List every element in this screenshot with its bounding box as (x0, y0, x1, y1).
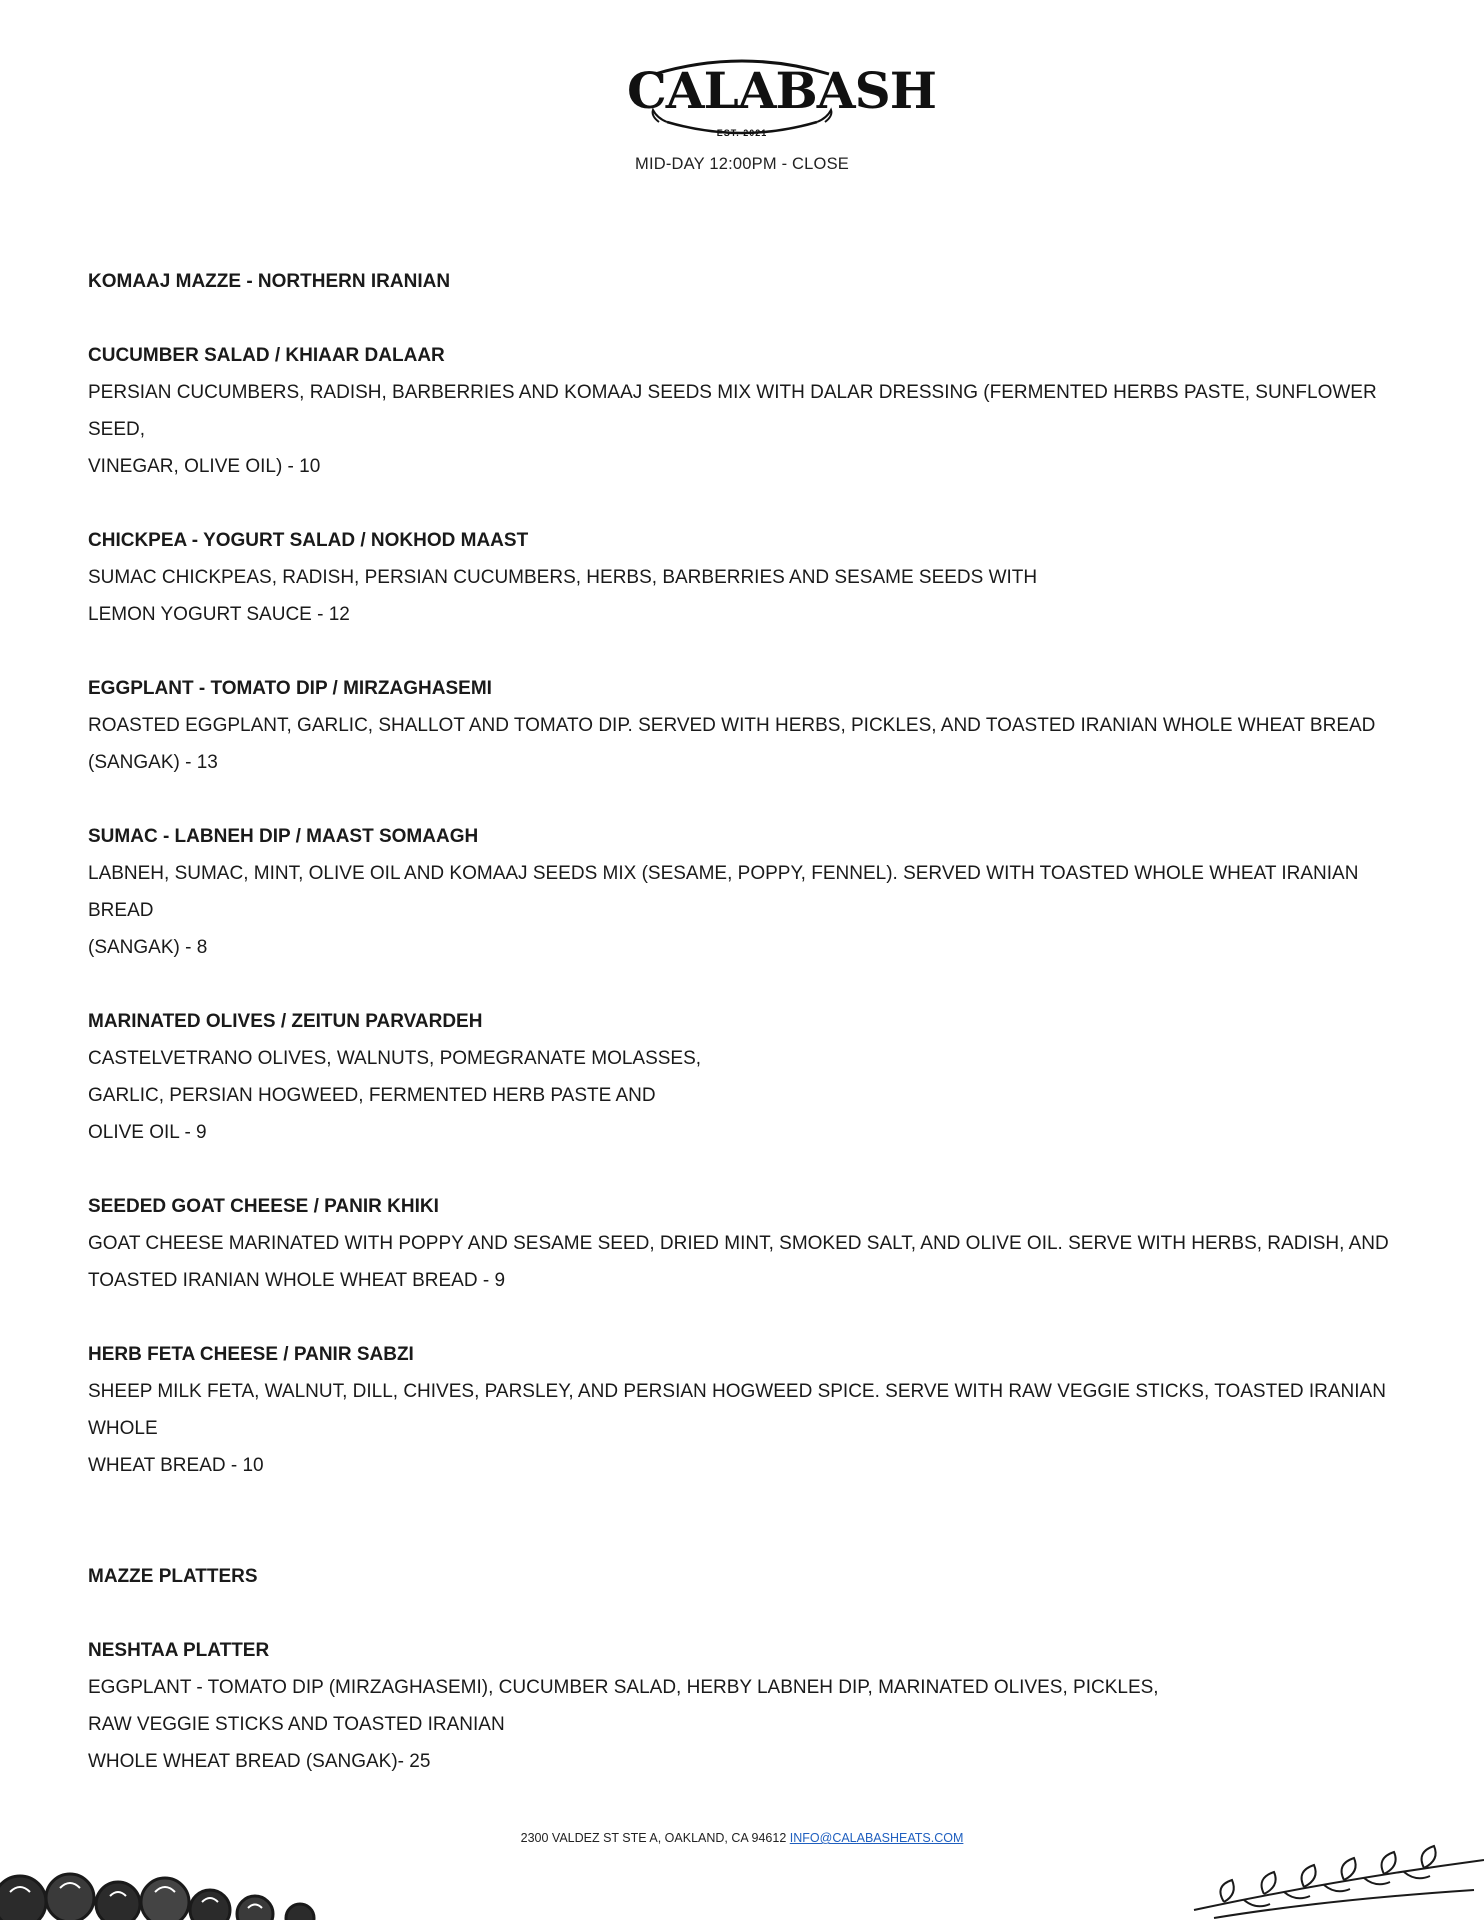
item-name: SEEDED GOAT CHEESE / PANIR KHIKI (88, 1196, 439, 1217)
logo-wordmark: CALABASH (627, 61, 936, 120)
menu-item (88, 1003, 1418, 1151)
menu-item (88, 1188, 1418, 1299)
item-description: GOAT CHEESE MARINATED WITH POPPY AND SESAME SEED, DRIED MINT, SMOKED SALT, AND OLIVE OIL. SERVE WITH HERBS, RADISH, AND TOASTED IRANIAN WHOLE WHEAT BREAD - 9 (88, 1233, 1389, 1291)
menu-header (0, 52, 1484, 174)
herb-sprig-illustration-icon (1184, 1840, 1484, 1920)
item-name: NESHTAA PLATTER (88, 1640, 270, 1661)
item-description: EGGPLANT - TOMATO DIP (MIRZAGHASEMI), CUCUMBER SALAD, HERBY LABNEH DIP, MARINATED OLIVES, PICKLES, RAW VEGGIE STICKS AND TOASTED IRANIAN WHOLE WHEAT BREAD (SANGAK)- 25 (88, 1677, 1159, 1772)
calabash-logo (627, 52, 936, 144)
service-hours: MID-DAY 12:00PM - CLOSE (635, 155, 849, 173)
menu-item (88, 1632, 1418, 1780)
item-description: CASTELVETRANO OLIVES, WALNUTS, POMEGRANATE MOLASSES, GARLIC, PERSIAN HOGWEED, FERMENTED HERB PASTE AND OLIVE OIL - 9 (88, 1048, 702, 1143)
section-title: MAZZE PLATTERS (88, 1566, 258, 1587)
item-name: SUMAC - LABNEH DIP / MAAST SOMAAGH (88, 826, 479, 847)
logo-established: EST. 2021 (716, 128, 768, 138)
section-title: KOMAAJ MAZZE - NORTHERN IRANIAN (88, 271, 451, 292)
menu-item (88, 818, 1418, 966)
item-description: SUMAC CHICKPEAS, RADISH, PERSIAN CUCUMBERS, HERBS, BARBERRIES AND SESAME SEEDS WITH LEMON YOGURT SAUCE - 12 (88, 567, 1038, 625)
item-name: HERB FETA CHEESE / PANIR SABZI (88, 1344, 414, 1365)
menu-section-mazze-platters (88, 1558, 1418, 1780)
produce-illustration-icon (0, 1840, 340, 1920)
menu-section-komaaj-mazze (88, 263, 1418, 1484)
email-link[interactable]: INFO@CALABASHEATS.COM (789, 1831, 964, 1845)
menu-item (88, 670, 1418, 781)
item-description: PERSIAN CUCUMBERS, RADISH, BARBERRIES AND KOMAAJ SEEDS MIX WITH DALAR DRESSING (FERMENTED HERBS PASTE, SUNFLOWER SEED, VINEGAR, OLIVE OIL) - 10 (88, 382, 1377, 477)
item-description: ROASTED EGGPLANT, GARLIC, SHALLOT AND TOMATO DIP. SERVED WITH HERBS, PICKLES, AND TOASTED IRANIAN WHOLE WHEAT BREAD (SANGAK) - 13 (88, 715, 1376, 773)
item-name: MARINATED OLIVES / ZEITUN PARVARDEH (88, 1011, 483, 1032)
item-description: LABNEH, SUMAC, MINT, OLIVE OIL AND KOMAAJ SEEDS MIX (SESAME, POPPY, FENNEL). SERVED WITH TOASTED WHOLE WHEAT IRANIAN BREAD (SANGAK) - 8 (88, 863, 1359, 958)
menu-content (88, 263, 1418, 1780)
footer-address: 2300 VALDEZ ST STE A, OAKLAND, CA 94612 (520, 1831, 787, 1845)
menu-item (88, 337, 1418, 485)
menu-item (88, 1336, 1418, 1484)
item-name: CHICKPEA - YOGURT SALAD / NOKHOD MAAST (88, 530, 529, 551)
item-name: CUCUMBER SALAD / KHIAAR DALAAR (88, 345, 445, 366)
item-description: SHEEP MILK FETA, WALNUT, DILL, CHIVES, PARSLEY, AND PERSIAN HOGWEED SPICE. SERVE WITH RAW VEGGIE STICKS, TOASTED IRANIAN WHOLE WHEAT BREAD - 10 (88, 1381, 1386, 1476)
menu-item (88, 522, 1418, 633)
item-name: EGGPLANT - TOMATO DIP / MIRZAGHASEMI (88, 678, 492, 699)
